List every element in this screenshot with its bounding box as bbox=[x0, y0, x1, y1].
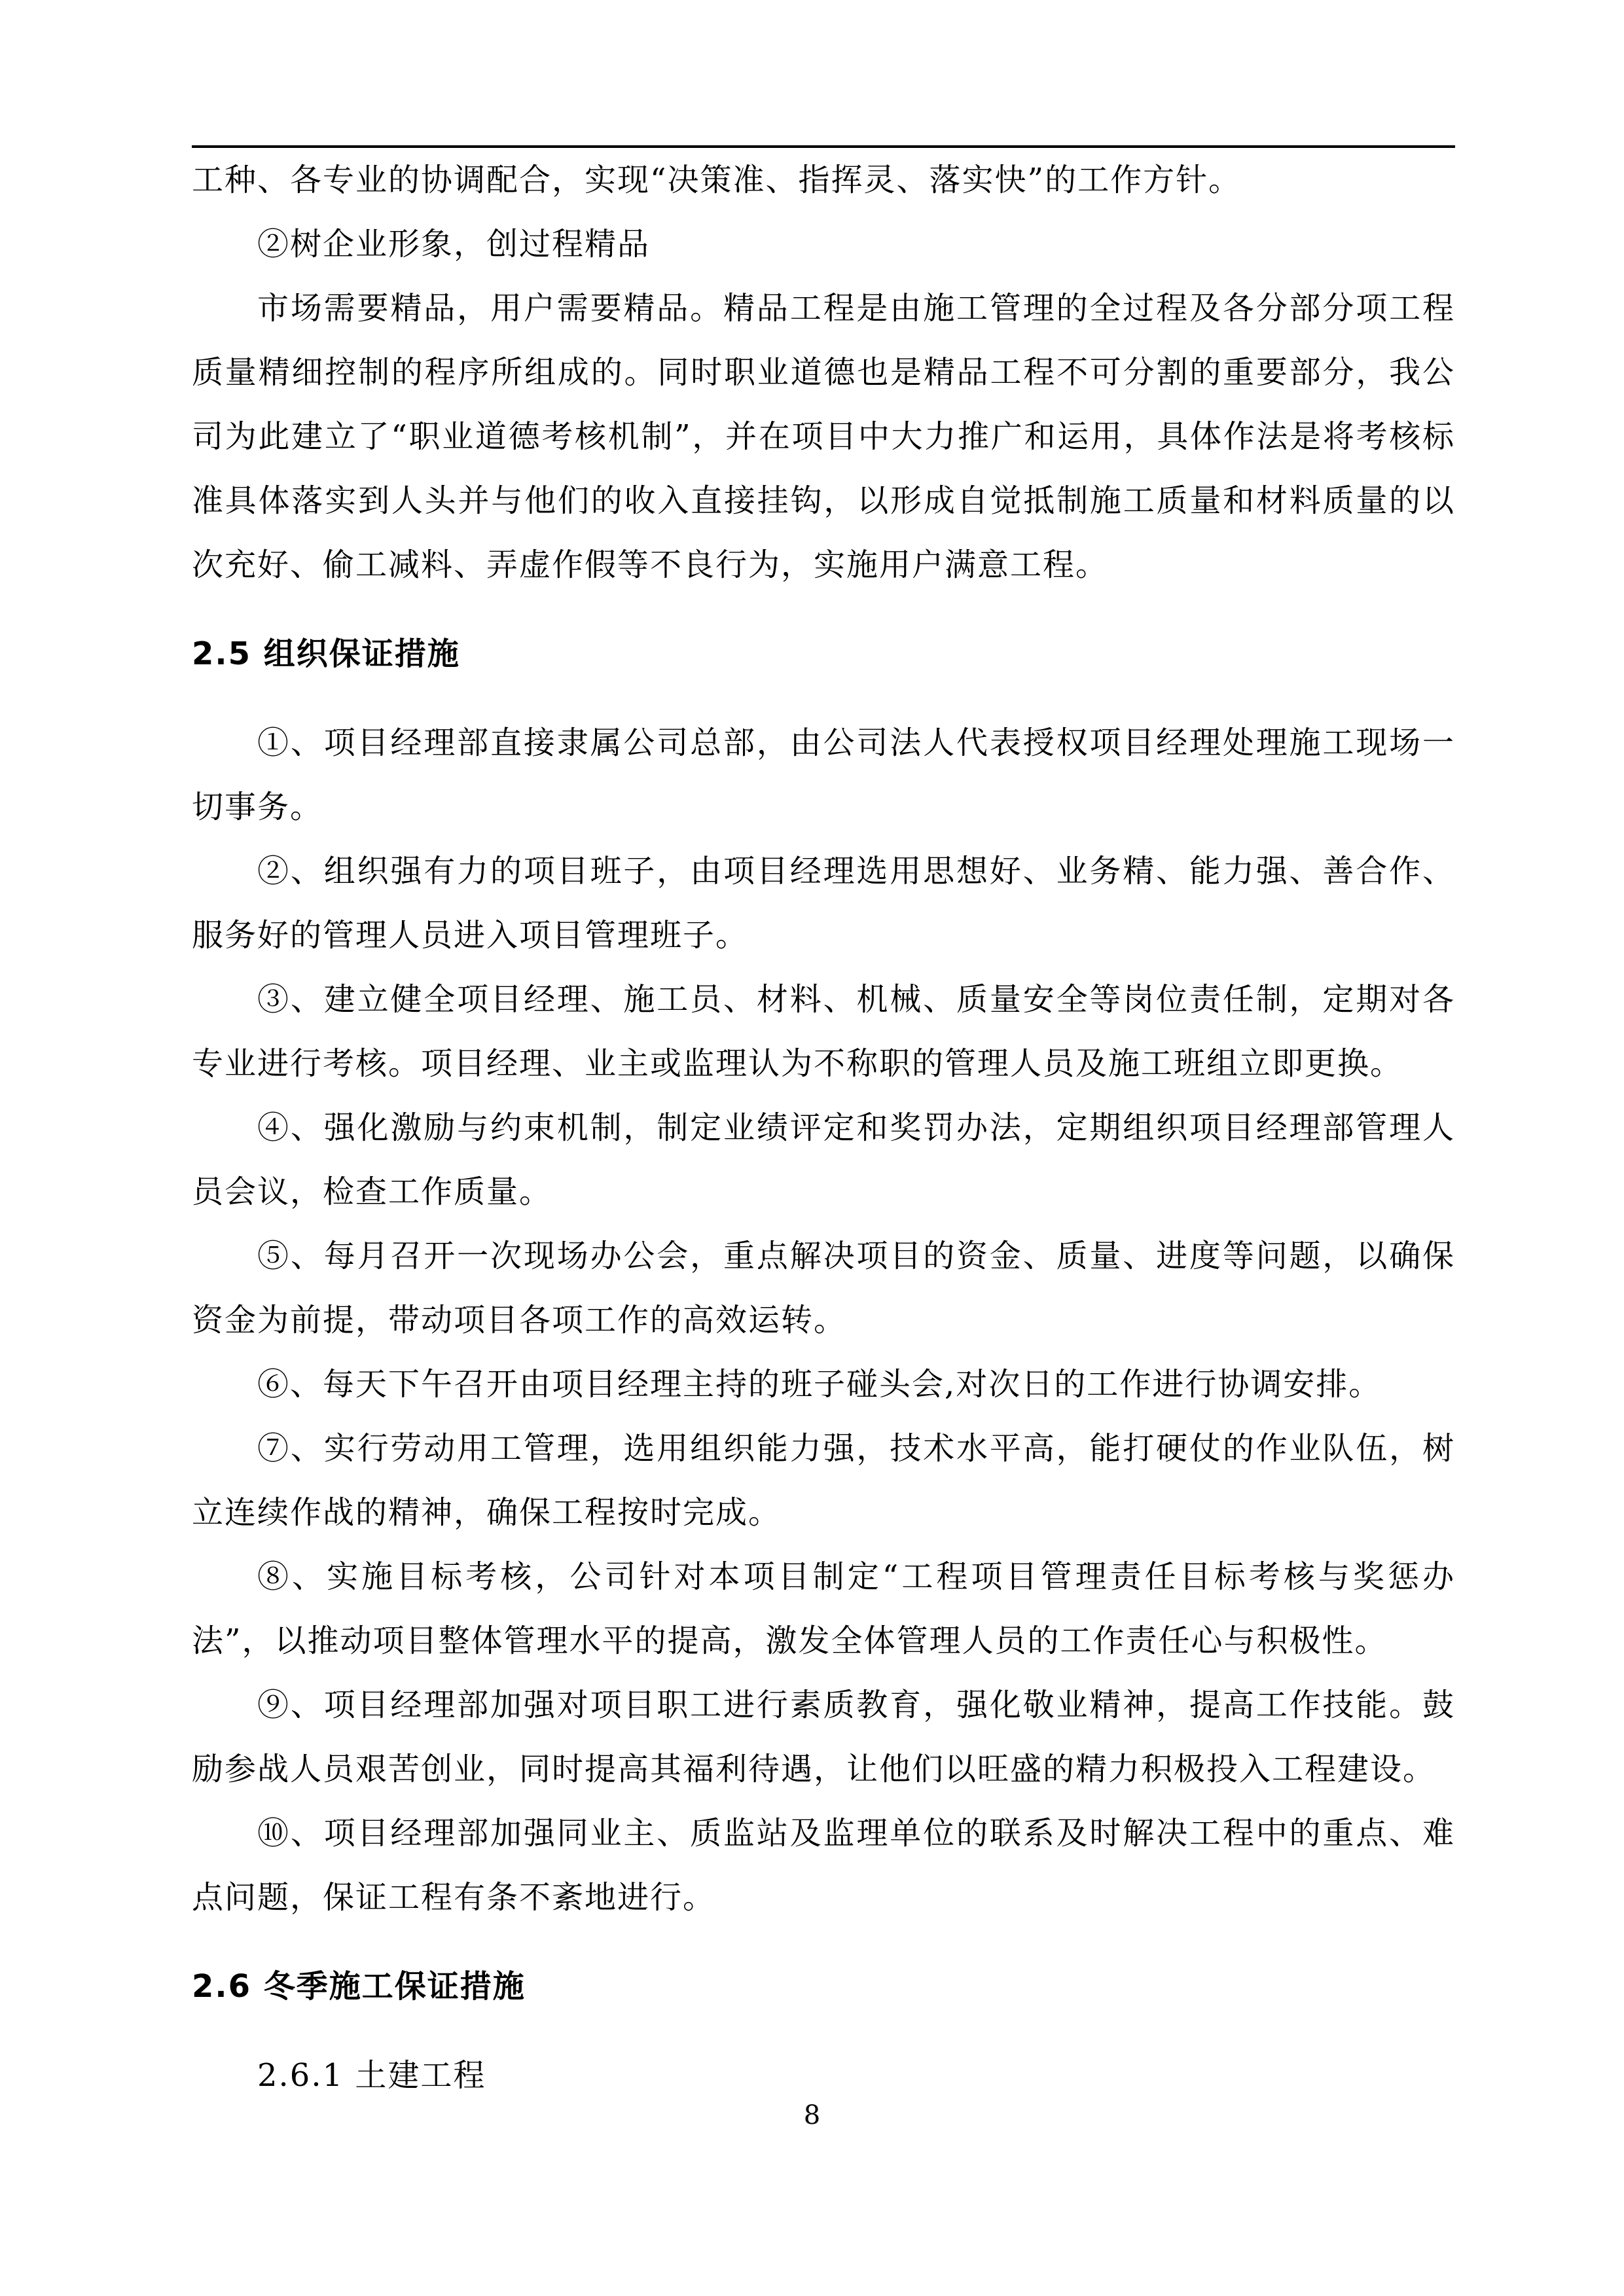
list-item: ⑨、项目经理部加强对项目职工进行素质教育，强化敬业精神，提高工作技能。鼓励参战人员艰苦创业，同时提高其福利待遇，让他们以旺盛的精力积极投入工程建设。 bbox=[192, 1687, 1455, 1787]
subsection-heading-2-6-1: 2.6.1 土建工程 bbox=[257, 2057, 486, 2094]
paragraph-quality: 市场需要精品，用户需要精品。精品工程是由施工管理的全过程及各分部分项工程质量精细控制的程序所组成的。同时职业道德也是精品工程不可分割的重要部分，我公司为此建立了“职业道德考核机制”，并在项目中大力推广和运用，具体作法是将考核标准具体落实到人头并与他们的收入直接挂钩，以形成自觉抵制施工质量和材料质量的以次充好、偷工减料、弄虚作假等不良行为，实施用户满意工程。 bbox=[192, 290, 1455, 583]
list-item: ①、项目经理部直接隶属公司总部，由公司法人代表授权项目经理处理施工现场一切事务。 bbox=[192, 725, 1455, 825]
list-item: ⑥、每天下午召开由项目经理主持的班子碰头会,对次日的工作进行协调安排。 bbox=[257, 1366, 1382, 1403]
list-item: ⑦、实行劳动用工管理，选用组织能力强，技术水平高，能打硬仗的作业队伍，树立连续作战的精神，确保工程按时完成。 bbox=[192, 1430, 1455, 1531]
paragraph-subtitle: ②树企业形象，创过程精品 bbox=[257, 226, 651, 262]
list-item: ⑧、实施目标考核，公司针对本项目制定“工程项目管理责任目标考核与奖惩办法”，以推动项目整体管理水平的提高，激发全体管理人员的工作责任心与积极性。 bbox=[192, 1558, 1455, 1659]
section-heading-2-6: 2.6 冬季施工保证措施 bbox=[192, 1968, 526, 2005]
list-item: ⑩、项目经理部加强同业主、质监站及监理单位的联系及时解决工程中的重点、难点问题，保证工程有条不紊地进行。 bbox=[192, 1815, 1455, 1916]
list-item: ②、组织强有力的项目班子，由项目经理选用思想好、业务精、能力强、善合作、服务好的管理人员进入项目管理班子。 bbox=[192, 853, 1455, 954]
list-item: ⑤、每月召开一次现场办公会，重点解决项目的资金、质量、进度等问题，以确保资金为前提，带动项目各项工作的高效运转。 bbox=[192, 1238, 1455, 1338]
page-number: 8 bbox=[803, 2100, 821, 2130]
paragraph-continuation: 工种、各专业的协调配合，实现“决策准、指挥灵、落实快”的工作方针。 bbox=[192, 162, 1242, 198]
list-item: ④、强化激励与约束机制，制定业绩评定和奖罚办法，定期组织项目经理部管理人员会议，检查工作质量。 bbox=[192, 1109, 1455, 1210]
document-body bbox=[192, 148, 1455, 2108]
list-item: ③、建立健全项目经理、施工员、材料、机械、质量安全等岗位责任制，定期对各专业进行考核。项目经理、业主或监理认为不称职的管理人员及施工班组立即更换。 bbox=[192, 981, 1455, 1082]
section-heading-2-5: 2.5 组织保证措施 bbox=[192, 636, 460, 672]
